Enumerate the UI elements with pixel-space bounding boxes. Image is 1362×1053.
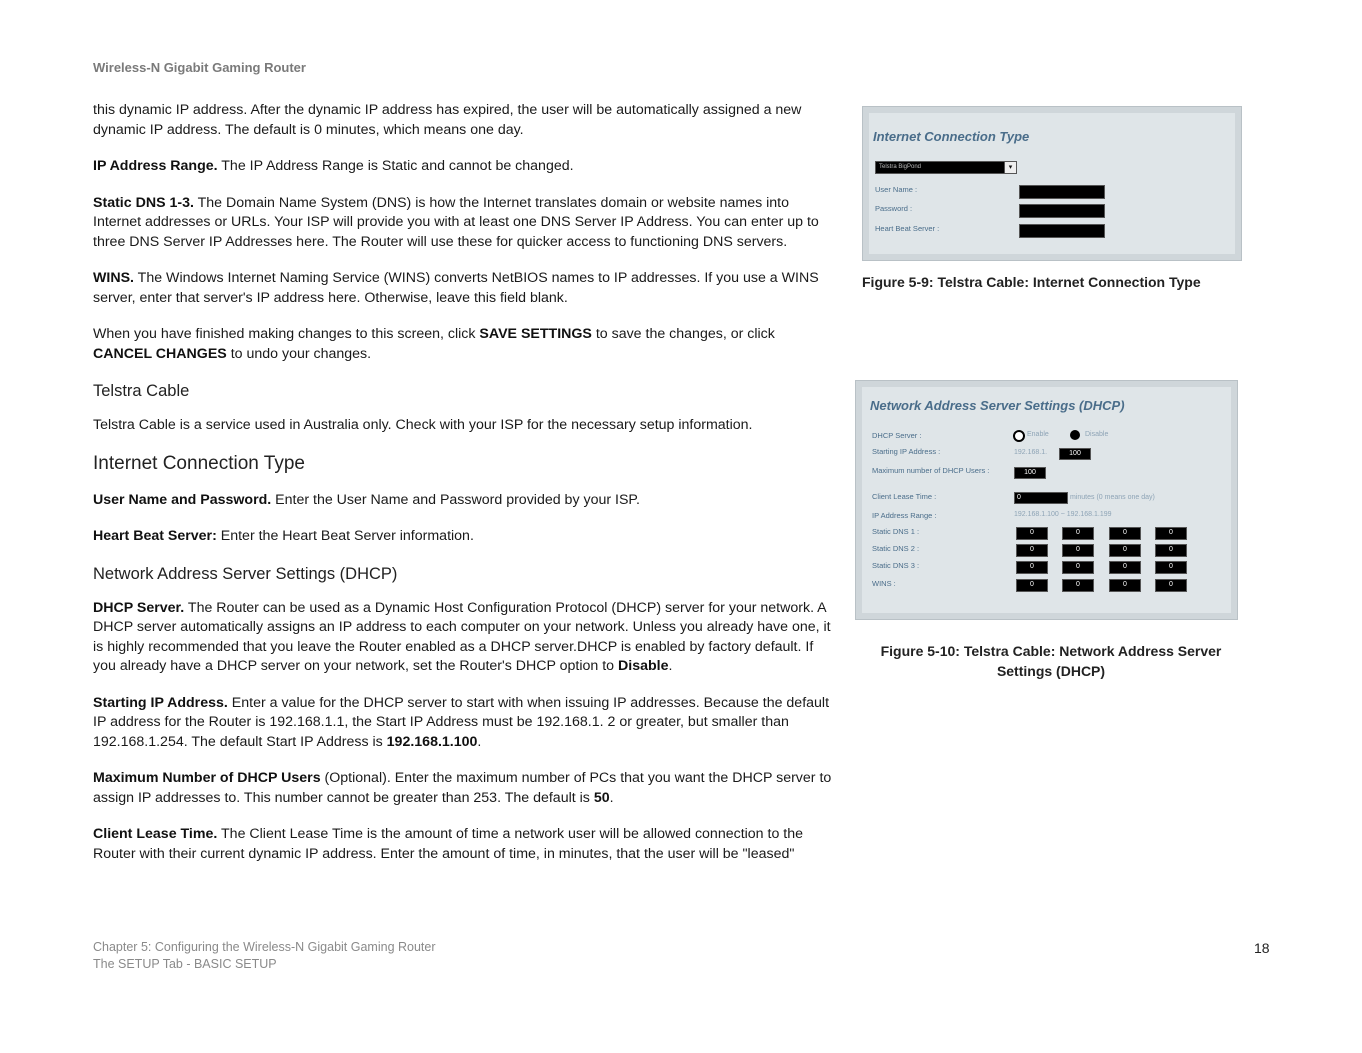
password-field: [1019, 204, 1105, 218]
chevron-down-icon: ▾: [1004, 161, 1017, 174]
label-static-dns-3: Static DNS 3 :: [872, 561, 920, 570]
dns3-octet-2: 0: [1062, 561, 1094, 574]
wins-octet-1: 0: [1016, 579, 1048, 592]
dns1-octet-4: 0: [1155, 527, 1187, 540]
paragraph-lease-continued: this dynamic IP address. After the dynamic IP address has expired, the user will be automatically assigned a new dynamic IP address. The default is 0 minutes, which means one day.: [93, 102, 802, 138]
label-starting-ip: Starting IP Address :: [872, 447, 941, 456]
footer-section: The SETUP Tab - BASIC SETUP: [93, 957, 277, 971]
body-text: [93, 101, 835, 881]
footer-chapter: Chapter 5: Configuring the Wireless-N Gigabit Gaming Router: [93, 940, 436, 954]
connection-type-select: [875, 161, 1005, 174]
wins-octet-4: 0: [1155, 579, 1187, 592]
heading-internet-connection-type: Internet Connection Type: [93, 452, 305, 474]
figure-title: Internet Connection Type: [873, 129, 1030, 144]
paragraph-ip-range: IP Address Range. The IP Address Range is Static and cannot be changed.: [93, 158, 574, 174]
radio-enable-icon: [1013, 430, 1025, 442]
starting-ip-field: 100: [1059, 448, 1091, 460]
dns3-octet-3: 0: [1109, 561, 1141, 574]
running-header: Wireless-N Gigabit Gaming Router: [93, 60, 306, 75]
heading-telstra-cable: Telstra Cable: [93, 382, 190, 400]
label-max-users: Maximum number of DHCP Users :: [872, 466, 990, 475]
paragraph-dhcp-server: DHCP Server. The Router can be used as a Dynamic Host Configuration Protocol (DHCP) server for your network. A DHCP server automatically assigns an IP address to each computer on your network. Unless you already have one, it is highly recommended that you leave the Router enabled as a DHCP server.DHCP is enabled by factory default. If you already have a DHCP server on your network, set the Router's DHCP option to Disable.: [93, 599, 831, 674]
figure-5-10-caption: [855, 641, 1247, 681]
dns1-octet-3: 0: [1109, 527, 1141, 540]
label-ip-range: IP Address Range :: [872, 511, 937, 520]
paragraph-telstra: Telstra Cable is a service used in Australia only. Check with your ISP for the necessary setup information.: [93, 417, 753, 433]
select-value: Telstra BigPond: [879, 164, 922, 170]
figure-5-9-caption: Figure 5-9: Telstra Cable: Internet Connection Type: [862, 274, 1201, 290]
paragraph-wins: WINS. The Windows Internet Naming Service (WINS) converts NetBIOS names to IP addresses. If you use a WINS server, enter that server's IP address here. Otherwise, leave this field blank.: [93, 270, 819, 306]
ip-range-value: 192.168.1.100 ~ 192.168.1.199: [1014, 511, 1112, 518]
dns2-octet-1: 0: [1016, 544, 1048, 557]
client-lease-field: 0: [1014, 492, 1068, 504]
wins-octet-2: 0: [1062, 579, 1094, 592]
figure-network-address-server: [855, 380, 1238, 620]
dns1-octet-2: 0: [1062, 527, 1094, 540]
radio-disable-icon: [1070, 430, 1080, 440]
dns2-octet-2: 0: [1062, 544, 1094, 557]
disable-label: Disable: [1085, 431, 1109, 438]
user-name-field: [1019, 185, 1105, 199]
heart-beat-field: [1019, 224, 1105, 238]
label-user-name: User Name :: [875, 185, 918, 194]
figure-internet-connection-type: [862, 106, 1242, 261]
label-dhcp-server: DHCP Server :: [872, 431, 922, 440]
lease-unit: minutes (0 means one day): [1070, 494, 1155, 501]
label-static-dns-1: Static DNS 1 :: [872, 527, 920, 536]
wins-octet-3: 0: [1109, 579, 1141, 592]
label-password: Password :: [875, 204, 913, 213]
paragraph-user-name: User Name and Password. Enter the User Name and Password provided by your ISP.: [93, 491, 641, 508]
heading-network-address-server: Network Address Server Settings (DHCP): [93, 564, 398, 583]
dns3-octet-1: 0: [1016, 561, 1048, 574]
caption-line-2: Settings (DHCP): [996, 663, 1106, 679]
paragraph-max-users: Maximum Number of DHCP Users (Optional). Enter the maximum number of PCs that you want the DHCP server to assign IP addresses to. This number cannot be greater than 253. The default is 50.: [93, 770, 832, 806]
paragraph-heart-beat: Heart Beat Server: Enter the Heart Beat Server information.: [93, 528, 474, 544]
figure-title: Network Address Server Settings (DHCP): [870, 398, 1125, 413]
paragraph-starting-ip: Starting IP Address. Enter a value for the DHCP server to start with when issuing IP addresses. Because the default IP address for the Router is 192.168.1.1, the Start IP Address must be 192.168.1. 2 or greater, but smaller than 192.168.1.254. The default Start IP Address is 192.168.1.100.: [93, 694, 830, 750]
running-footer: [93, 939, 436, 973]
dns2-octet-3: 0: [1109, 544, 1141, 557]
dns2-octet-4: 0: [1155, 544, 1187, 557]
max-users-field: 100: [1014, 467, 1046, 479]
paragraph-save-changes: When you have finished making changes to this screen, click SAVE SETTINGS to save the changes, or click CANCEL CHANGES to undo your changes.: [93, 326, 775, 362]
label-static-dns-2: Static DNS 2 :: [872, 544, 920, 553]
label-heart-beat-server: Heart Beat Server :: [875, 224, 940, 233]
paragraph-client-lease: Client Lease Time. The Client Lease Time is the amount of time a network user will be allowed connection to the Router with their current dynamic IP address. Enter the amount of time, in minutes, that the user will be "leased": [93, 826, 804, 862]
label-wins: WINS :: [872, 579, 896, 588]
starting-ip-prefix: 192.168.1.: [1014, 449, 1048, 456]
paragraph-static-dns: Static DNS 1-3. The Domain Name System (DNS) is how the Internet translates domain or website names into Internet addresses or URLs. Your ISP will provide you with at least one DNS Server IP Address. You can enter up to three DNS Server IP Addresses here. The Router will use these for quicker access to functioning DNS servers.: [93, 194, 819, 250]
enable-label: Enable: [1027, 431, 1049, 438]
page-number: 18: [1254, 940, 1270, 956]
dns3-octet-4: 0: [1155, 561, 1187, 574]
label-client-lease: Client Lease Time :: [872, 492, 937, 501]
caption-line-1: Figure 5-10: Telstra Cable: Network Address Server: [880, 643, 1222, 659]
dns1-octet-1: 0: [1016, 527, 1048, 540]
